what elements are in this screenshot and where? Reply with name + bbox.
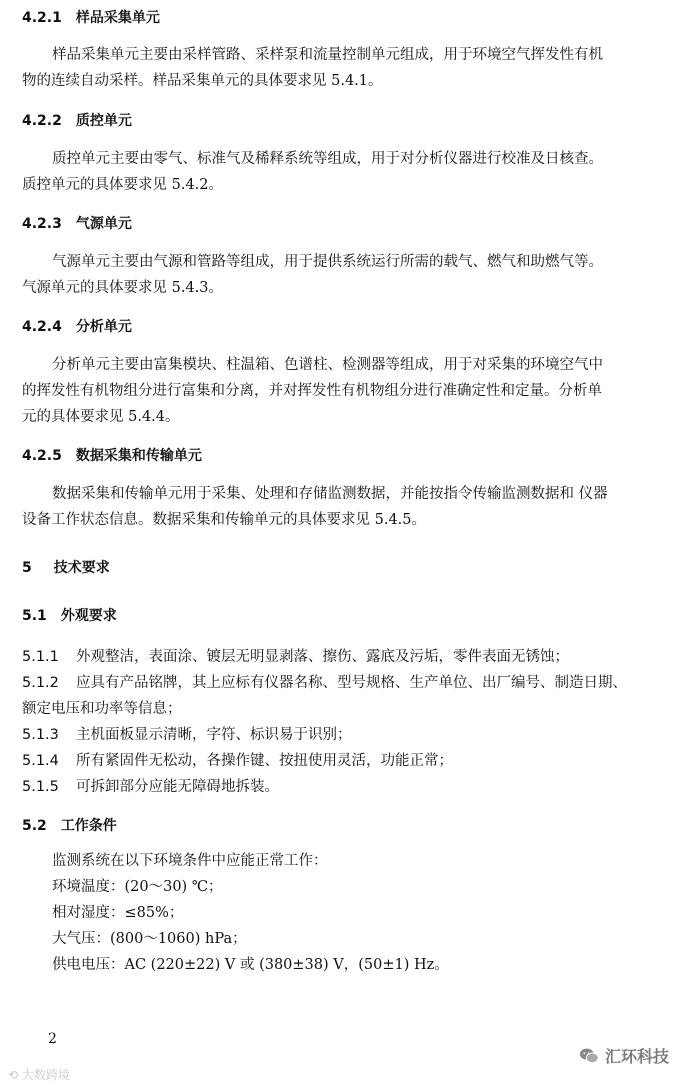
paragraph-line: 元的具体要求见 5.4.4。: [22, 409, 180, 425]
paragraph-line: 物的连续自动采样。样品采集单元的具体要求见 5.4.1。: [22, 73, 383, 89]
paragraph-line: 环境温度：(20～30) ℃；: [52, 879, 223, 895]
item-text: 外观整洁，表面涂、镀层无明显剥落、擦伤、露底及污垢，零件表面无锈蚀；: [76, 649, 569, 665]
section-title: 技术要求: [53, 560, 110, 576]
section-title: 外观要求: [60, 608, 117, 624]
section-number: 5.1: [22, 608, 47, 624]
heading-4-2-1: [22, 7, 160, 27]
heading-4-2-2: [22, 110, 132, 130]
section-title: 样品采集单元: [75, 10, 160, 26]
section-number: 5: [22, 560, 32, 576]
watermark-right: [578, 1044, 669, 1067]
section-title: 数据采集和传输单元: [75, 448, 202, 464]
item-number: 5.1.2: [22, 675, 59, 691]
section-number: 4.2.1: [22, 10, 62, 26]
item-number: 5.1.1: [22, 649, 59, 665]
page-number: 2: [48, 1031, 57, 1047]
watermark-right-text: 汇环科技: [605, 1047, 670, 1066]
section-number: 4.2.2: [22, 113, 62, 129]
section-number: 4.2.5: [22, 448, 62, 464]
paragraph-line: 质控单元主要由零气、标准气及稀释系统等组成，用于对分析仪器进行校准及日核查。: [52, 151, 603, 167]
item-number: 5.1.3: [22, 727, 59, 743]
paragraph-line: 气源单元主要由气源和管路等组成，用于提供系统运行所需的载气、燃气和助燃气等。: [52, 254, 603, 270]
heading-5-2: [22, 815, 117, 835]
paragraph-line: 分析单元主要由富集模块、柱温箱、色谱柱、检测器等组成，用于对采集的环境空气中: [52, 357, 603, 373]
paragraph-line: 供电电压：AC (220±22) V 或 (380±38) V，(50±1) Hz。: [52, 957, 449, 973]
list-item: [22, 775, 279, 796]
item-text: 主机面板显示清晰，字符、标识易于识别；: [76, 727, 352, 743]
paragraph-line: 相对湿度：≤85%；: [52, 905, 184, 921]
list-item: [22, 723, 352, 744]
heading-4-2-3: [22, 213, 132, 233]
list-item: [22, 645, 569, 666]
watermark-logo-icon: ⟲: [8, 1068, 22, 1082]
list-item-continuation: 额定电压和功率等信息；: [22, 701, 182, 717]
list-item: [22, 749, 453, 770]
heading-5-1: [22, 605, 117, 625]
section-title: 气源单元: [75, 216, 132, 232]
section-title: 分析单元: [75, 319, 132, 335]
paragraph-line: 监测系统在以下环境条件中应能正常工作：: [52, 853, 328, 869]
section-title: 工作条件: [60, 818, 117, 834]
section-number: 4.2.4: [22, 319, 62, 335]
paragraph-line: 样品采集单元主要由采样管路、采样泵和流量控制单元组成，用于环境空气挥发性有机: [52, 47, 603, 63]
section-title: 质控单元: [75, 113, 132, 129]
item-text: 可拆卸部分应能无障碍地拆装。: [76, 779, 279, 795]
item-text: 所有紧固件无松动，各操作键、按扭使用灵活，功能正常；: [76, 753, 453, 769]
section-number: 5.2: [22, 818, 47, 834]
item-number: 5.1.4: [22, 753, 59, 769]
paragraph-line: 设备工作状态信息。数据采集和传输单元的具体要求见 5.4.5。: [22, 512, 427, 528]
paragraph-line: 数据采集和传输单元用于采集、处理和存储监测数据，并能按指令传输监测数据和 仪器: [52, 486, 608, 502]
paragraph-line: 的挥发性有机物组分进行富集和分离，并对挥发性有机物组分进行准确定性和定量。分析单: [22, 383, 602, 399]
heading-4-2-5: [22, 445, 202, 465]
section-number: 4.2.3: [22, 216, 62, 232]
heading-4-2-4: [22, 316, 132, 336]
watermark-left: [8, 1066, 70, 1083]
paragraph-line: 气源单元的具体要求见 5.4.3。: [22, 280, 224, 296]
item-number: 5.1.5: [22, 779, 59, 795]
watermark-left-text: 大数跨境: [21, 1068, 70, 1082]
list-item: [22, 671, 627, 692]
paragraph-line: 质控单元的具体要求见 5.4.2。: [22, 177, 224, 193]
paragraph-line: 大气压：(800～1060) hPa；: [52, 931, 247, 947]
heading-5: [22, 557, 110, 577]
wechat-icon: [578, 1045, 600, 1067]
item-text: 应具有产品铭牌，其上应标有仪器名称、型号规格、生产单位、出厂编号、制造日期、: [76, 675, 627, 691]
